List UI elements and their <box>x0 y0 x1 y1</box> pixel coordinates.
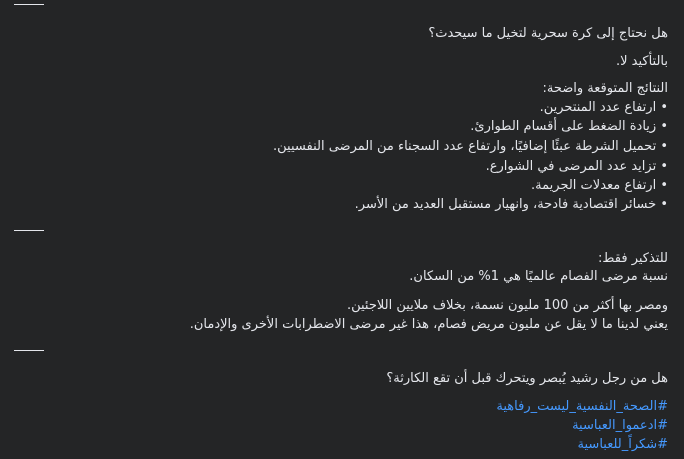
result-item: • ارتفاع معدلات الجريمة. <box>531 178 668 193</box>
reminder-line: نسبة مرضى الفصام عالميًا هي 1% من السكان. <box>409 269 668 284</box>
result-item: • زيادة الضغط على أقسام الطوارئ. <box>470 119 668 134</box>
question-intro: هل نحتاج إلى كرة سحرية لتخيل ما سيحدث؟ <box>428 26 668 41</box>
result-item: • خسائر اقتصادية فادحة، وانهيار مستقبل العديد من الأسر. <box>354 197 668 212</box>
divider-bottom <box>14 350 44 351</box>
results-heading: النتائج المتوقعة واضحة: <box>542 81 668 96</box>
reminder-line: ومصر بها أكثر من 100 مليون نسمة، بخلاف ملايين اللاجئين. <box>346 298 668 313</box>
hashtag-support-abbasiya[interactable]: #ادعموا_العباسية <box>572 418 668 433</box>
hashtag-link[interactable] <box>16 435 668 454</box>
hashtag-link[interactable] <box>16 397 668 416</box>
hashtag-mental-health[interactable]: #الصحة_النفسية_ليست_رفاهية <box>496 399 668 414</box>
hashtag-thanks-abbasiya[interactable]: #شكراً_للعباسية <box>577 437 668 452</box>
reminder-heading: للتذكير فقط: <box>598 251 668 266</box>
answer-text: بالتأكيد لا. <box>615 54 668 69</box>
result-item: • تحميل الشرطة عبئًا إضافيًا، وارتفاع عدد السجناء من المرضى النفسيين. <box>273 139 668 154</box>
closing-question: هل من رجل رشيد يُبصر ويتحرك قبل أن تقع الكارثة؟ <box>386 371 668 386</box>
result-item: • تزايد عدد المرضى في الشوارع. <box>485 159 668 174</box>
divider-top <box>14 4 44 5</box>
divider-middle <box>14 230 44 231</box>
reminder-line: يعني لدينا ما لا يقل عن مليون مريض فصام، هذا غير مرضى الاضطرابات الأخرى والإدمان. <box>189 317 668 332</box>
hashtag-link[interactable] <box>16 416 668 435</box>
result-item: • ارتفاع عدد المنتحرين. <box>539 100 668 115</box>
